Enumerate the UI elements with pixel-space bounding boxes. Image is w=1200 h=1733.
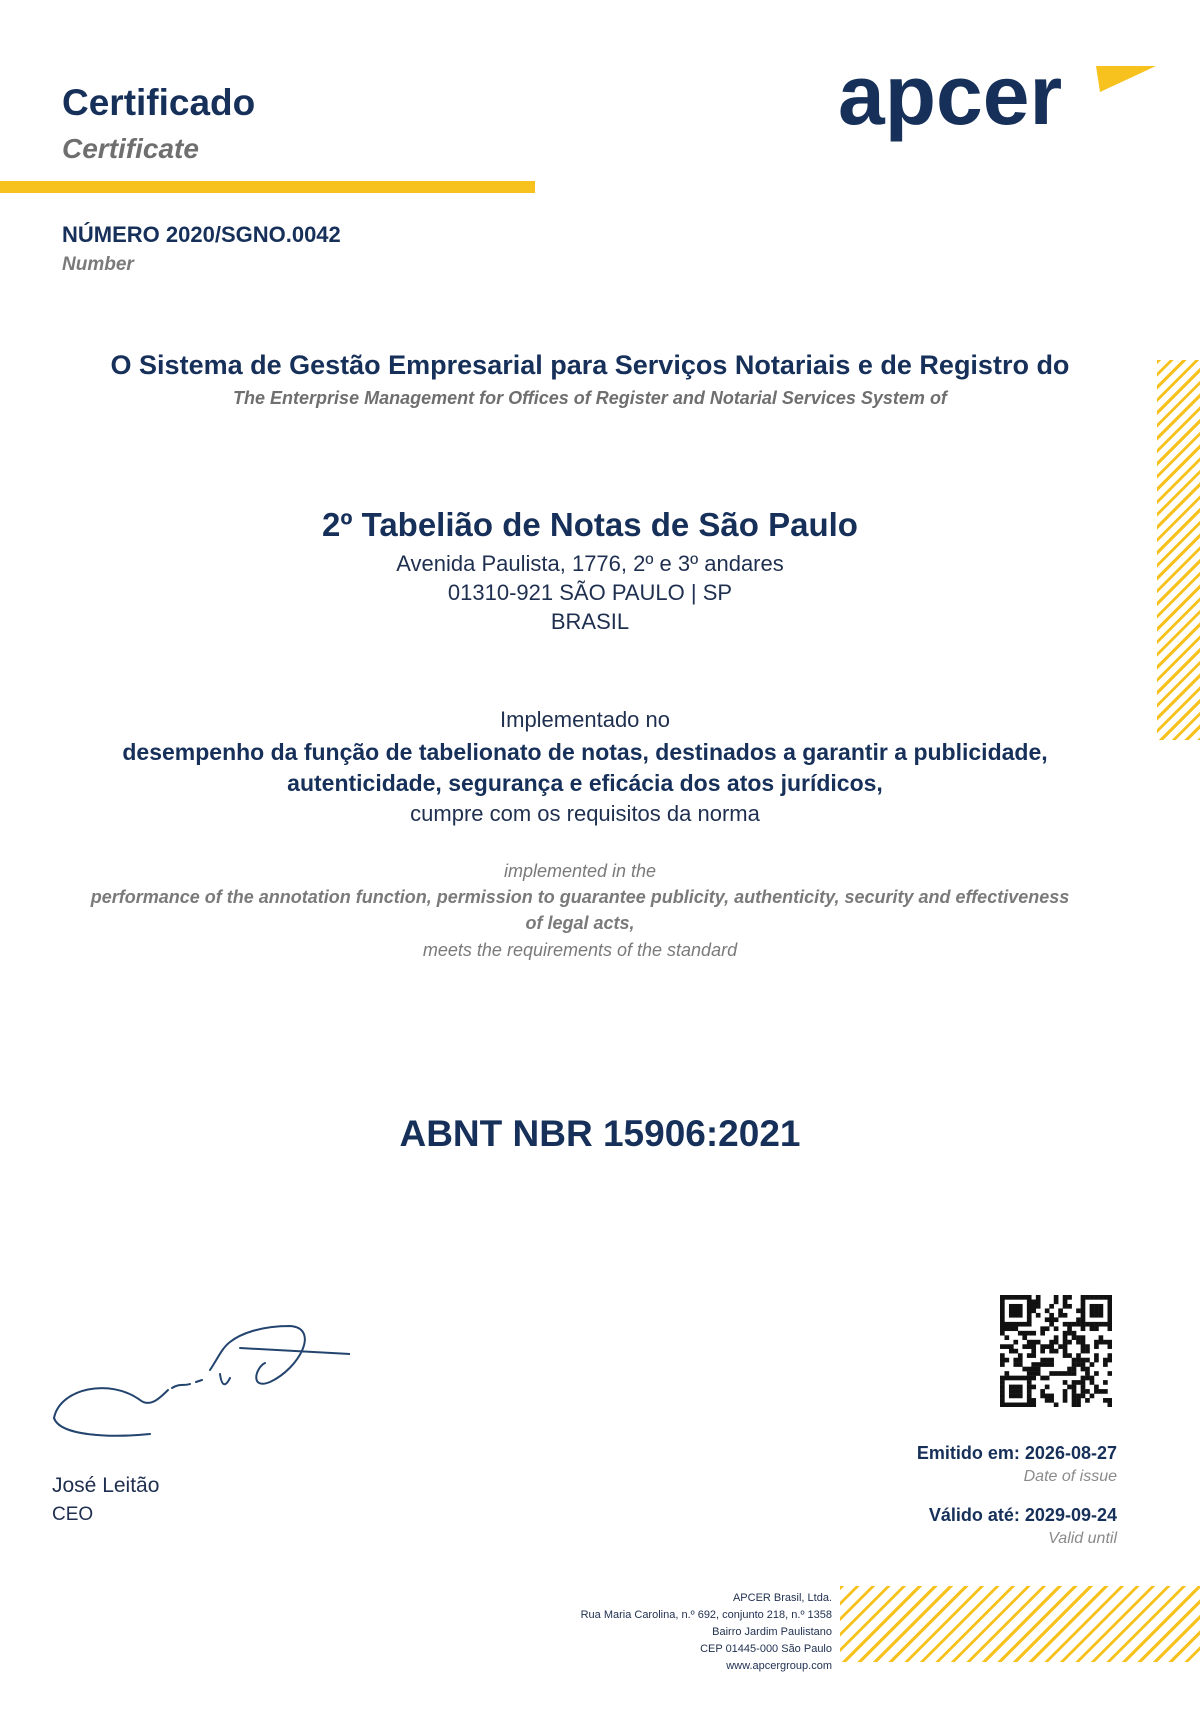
certificate-number: NÚMERO 2020/SGNO.0042 [62,222,341,247]
scope-text-line2: autenticidade, segurança e eficácia dos atos jurídicos, [287,770,883,796]
logo-wordmark: apcer [838,62,1063,142]
meets-requirements-text-english: meets the requirements of the standard [422,940,738,960]
issuer-website-link[interactable]: www.apcergroup.com [726,1660,832,1672]
valid-until-english: Valid until [1048,1530,1117,1547]
issue-date: Emitido em: 2026-08-27 [916,1443,1117,1463]
signatory-role: CEO [52,1504,94,1525]
issue-date-english: Date of issue [1023,1468,1117,1485]
issuer-district: Bairro Jardim Paulistano [712,1626,832,1638]
system-heading-english: The Enterprise Management for Offices of Register and Notarial Services System of [233,388,947,408]
meets-requirements-text: cumpre com os requisitos da norma [410,801,760,826]
signature-image [50,1318,350,1448]
apcer-logo [838,62,1158,162]
organization-name: 2º Tabelião de Notas de São Paulo [322,506,858,543]
scope-text-english-line1: performance of the annotation function, permission to guarantee publicity, authenticity, security and effectiveness [90,887,1070,907]
signatory-name: José Leitão [52,1474,160,1497]
qr-code [1000,1295,1112,1407]
scope-text-english-line2: of legal acts, [525,913,635,933]
system-heading: O Sistema de Gestão Empresarial para Serviços Notariais e de Registro do [110,350,1070,380]
title-accent-bar [0,181,535,193]
scope-text-line1: desempenho da função de tabelionato de notas, destinados a garantir a publicidade, [122,739,1048,765]
issuer-street: Rua Maria Carolina, n.º 692, conjunto 218, n.º 1358 [580,1609,832,1621]
valid-until-date: Válido até: 2029-09-24 [928,1505,1117,1525]
organization-address-line1: Avenida Paulista, 1776, 2º e 3º andares [396,551,784,576]
certificate-title: Certificado [62,82,256,123]
implemented-text-english: implemented in the [503,861,657,881]
decorative-stripes-bottom [840,1586,1200,1662]
issuer-company: APCER Brasil, Ltda. [732,1592,832,1604]
implemented-text: Implementado no [500,707,670,732]
organization-address-line2: 01310-921 SÃO PAULO | SP [447,580,733,605]
standard-name: ABNT NBR 15906:2021 [399,1113,801,1154]
certificate-title-english: Certificate [62,133,199,164]
decorative-stripes-right [1157,360,1200,740]
organization-country: BRASIL [550,609,630,634]
logo-triangle-icon [1096,66,1156,92]
issuer-postal: CEP 01445-000 São Paulo [700,1643,832,1655]
certificate-number-english: Number [62,254,134,275]
